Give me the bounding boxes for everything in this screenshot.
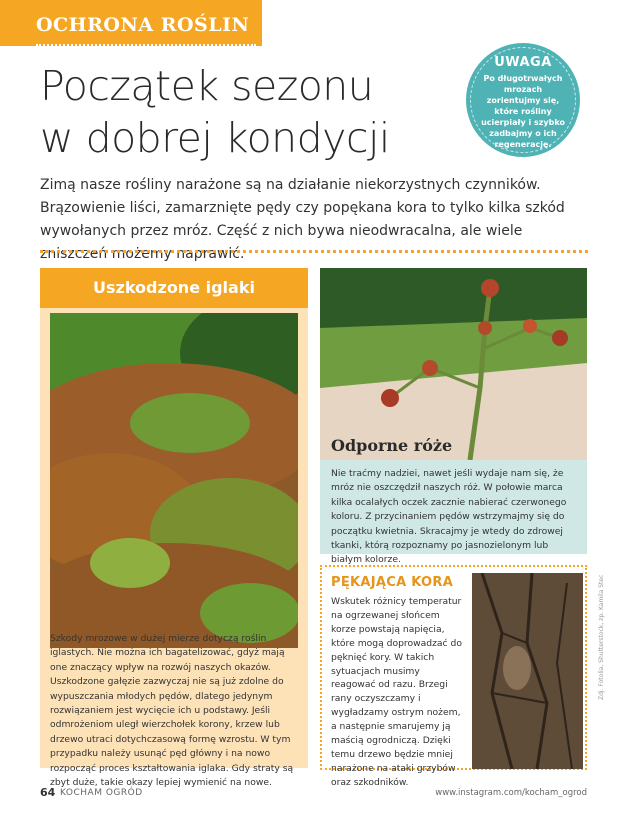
bark-box (320, 565, 587, 788)
badge-ring (470, 47, 576, 153)
bark-photo-art (472, 573, 583, 769)
roses-text: Nie traćmy nadziei, nawet jeśli wydaje nam się, że mróz nie oszczędził naszych róż. W połowie marca kilka ocalałych oczek zacznie nabierać czerwonego koloru. Z przycinaniem pędów wstrzymajmy się do początku kwietnia. Skracajmy je wtedy do zdrowej tkanki, którą rozpoznamy po jasnozielonym lub białym kolorze. (331, 468, 567, 566)
section-label: OCHRONA ROŚLIN (36, 14, 250, 36)
roses-box (320, 460, 587, 566)
page-title-line2: w dobrej kondycji (40, 114, 390, 162)
bark-heading: PĘKAJĄCA KORA (331, 575, 454, 590)
conifers-card (40, 268, 308, 789)
lede-paragraph: Zimą nasze rośliny narażone są na działanie niekorzystnych czynników. Brązowienie liści, zamarznięte pędy czy popękana kora to tylko kilka szkód wywołanych przez mróz. Część z nich bywa nieodwracalna, ale wiele zniszczeń możemy naprawić. (40, 177, 565, 262)
magazine-name: KOCHAM OGRÓD (60, 788, 143, 798)
conifer-photo (50, 313, 298, 648)
roses-heading: Odporne róże (331, 436, 453, 455)
section-divider (40, 250, 588, 253)
bark-photo (472, 573, 583, 769)
warning-badge (466, 43, 580, 157)
conifers-heading: Uszkodzone iglaki (40, 268, 308, 308)
page-number: 64 (40, 786, 56, 799)
photo-credit: Zdj. Fotolia, Shutterstock, zp. Kamila Stec (598, 574, 605, 700)
page-title-line1: Początek sezonu (40, 62, 374, 110)
rose-photo (320, 268, 587, 460)
conifer-photo-art (50, 313, 298, 648)
section-tag-divider (36, 44, 256, 46)
instagram-link[interactable]: www.instagram.com/kocham_ogrod (435, 788, 587, 798)
conifers-text: Szkody mrozowe w dużej mierze dotyczą roślin iglastych. Nie można ich bagatelizować, gdyż mają one znaczący wpływ na rozwój naszych okazów. Uszkodzone gałęzie zazwyczaj nie są już zdolne do wypuszczania młodych pędów, dlatego jedynym rozwiązaniem jest wycięcie ich u podstawy. Jeśli odmrożeniom uległ wierzchołek korony, krzew lub drzewo utraci dotychczasową formę wzrostu. W tym przypadku należy usunąć pęd główny i na nowo rozpocząć proces kształtowania iglaka. Gdy straty są zbyt duże, takie okazy lepiej wymienić na nowe. (50, 633, 294, 789)
section-tag (0, 0, 262, 46)
rose-photo-art (320, 268, 587, 460)
page-title (40, 60, 460, 164)
bark-text: Wskutek różnicy temperatur na ogrzewanej słońcem korze powstają napięcia, które mogą doprowadzać do pęknięć kory. W takich sytuacjach musimy reagować od razu. Brzegi rany oczyszczamy i wygładzamy ostrym nożem, a następnie smarujemy ją maścią ogrodniczą. Dzięki temu drzewo będzie mniej narażone na ataki grzybów oraz szkodników. (331, 596, 462, 788)
badge-text: Po długotrwałych mrozach zorientujmy się, które rośliny ucierpiały i szybko zadbajmy o ich regenerację. (481, 74, 565, 149)
badge-title: UWAGA (494, 55, 552, 70)
